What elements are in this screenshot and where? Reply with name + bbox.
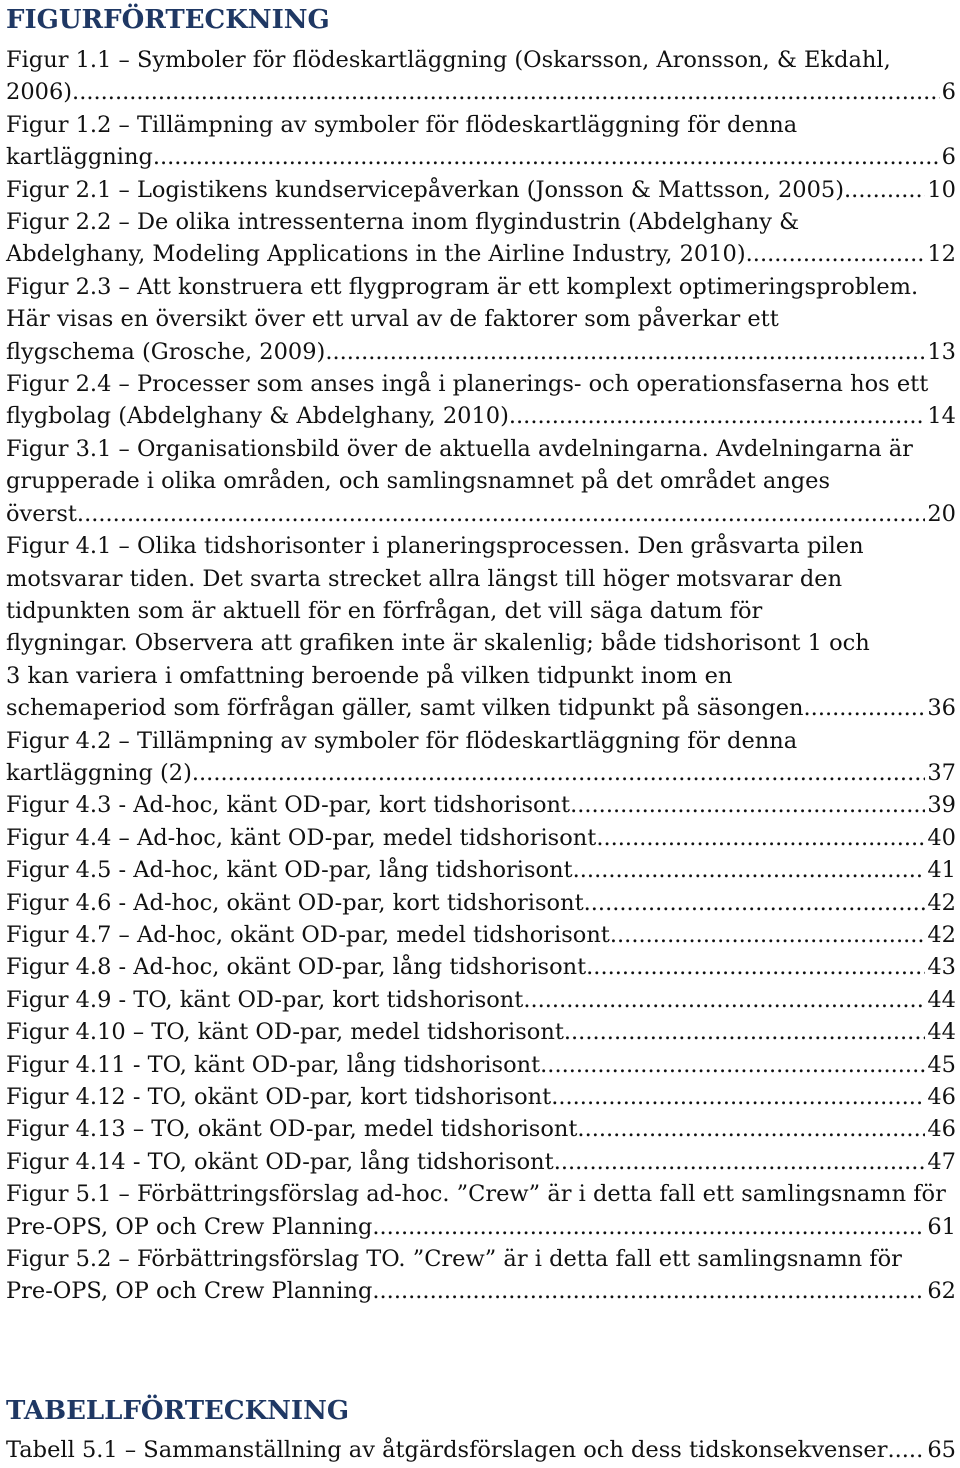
page-number: 46 bbox=[927, 1116, 956, 1143]
figure-entry[interactable] bbox=[6, 44, 956, 109]
figure-entry[interactable] bbox=[6, 433, 956, 530]
dot-leader bbox=[746, 238, 926, 270]
dot-leader bbox=[554, 1146, 926, 1178]
entry-text-line: Abdelghany, Modeling Applications in the Airline Industry, 2010) bbox=[6, 241, 746, 268]
entry-text-line: Figur 4.1 – Olika tidshorisonter i planeringsprocessen. Den gråsvarta pilen bbox=[6, 533, 864, 560]
figure-entry[interactable] bbox=[6, 919, 956, 951]
figures-heading: FIGURFÖRTECKNING bbox=[6, 5, 330, 35]
entry-text-line: Figur 4.13 – TO, okänt OD-par, medel tidshorisont bbox=[6, 1116, 578, 1143]
figure-entry[interactable] bbox=[6, 206, 956, 271]
entry-text-line: Figur 2.1 – Logistikens kundservicepåverkan (Jonsson & Mattsson, 2005) bbox=[6, 176, 845, 203]
dot-leader bbox=[586, 951, 925, 983]
page-number: 42 bbox=[927, 921, 956, 948]
page-number: 12 bbox=[927, 241, 956, 268]
dot-leader bbox=[811, 692, 926, 724]
entry-text-line: Figur 3.1 – Organisationsbild över de aktuella avdelningarna. Avdelningarna är bbox=[6, 435, 913, 462]
dot-leader bbox=[84, 498, 925, 530]
dot-leader bbox=[577, 1113, 925, 1145]
figure-entry[interactable] bbox=[6, 1113, 956, 1145]
page-number: 40 bbox=[927, 824, 956, 851]
dot-leader bbox=[325, 336, 925, 368]
page-number: 6 bbox=[941, 144, 956, 171]
figure-entry[interactable] bbox=[6, 1081, 956, 1113]
dot-leader bbox=[564, 1016, 925, 1048]
dot-leader bbox=[887, 1434, 925, 1466]
entry-text-line: Figur 4.9 - TO, känt OD-par, kort tidshorisont bbox=[6, 986, 524, 1013]
figure-entry[interactable] bbox=[6, 174, 956, 206]
entry-text-line: flygschema (Grosche, 2009) bbox=[6, 338, 326, 365]
entry-text-line: Figur 4.12 - TO, okänt OD-par, kort tidshorisont bbox=[6, 1084, 552, 1110]
page-number: 20 bbox=[927, 500, 956, 527]
dot-leader bbox=[509, 400, 926, 432]
figure-entry[interactable] bbox=[6, 1146, 956, 1178]
entry-text-line: Figur 4.3 - Ad-hoc, känt OD-par, kort tidshorisont bbox=[6, 792, 571, 819]
dot-leader bbox=[584, 887, 926, 919]
dot-leader bbox=[551, 1081, 925, 1113]
tables-list bbox=[6, 1434, 956, 1466]
entry-text-line: motsvarar tiden. Det svarta strecket allra längst till höger motsvarar den bbox=[6, 565, 843, 592]
figure-entry[interactable] bbox=[6, 271, 956, 368]
figure-entry[interactable] bbox=[6, 822, 956, 854]
entry-text-line: Figur 4.11 - TO, känt OD-par, lång tidshorisont bbox=[6, 1051, 541, 1078]
figure-entry[interactable] bbox=[6, 368, 956, 433]
entry-text-line: Figur 4.14 - TO, okänt OD-par, lång tidshorisont bbox=[6, 1148, 554, 1175]
entry-text-line: överst. bbox=[6, 500, 85, 527]
page-number: 14 bbox=[927, 403, 956, 430]
table-entry[interactable] bbox=[6, 1434, 956, 1466]
entry-text-line: Figur 2.3 – Att konstruera ett flygprogram är ett komplext optimeringsproblem. bbox=[6, 273, 919, 300]
figure-entry[interactable] bbox=[6, 984, 956, 1016]
page-number: 42 bbox=[927, 889, 956, 916]
dot-leader bbox=[596, 822, 925, 854]
entry-text-line: Figur 4.4 – Ad-hoc, känt OD-par, medel tidshorisont bbox=[6, 824, 597, 851]
figures-list bbox=[6, 44, 956, 1308]
entry-text-line: grupperade i olika områden, och samlingsnamnet på det området anges bbox=[6, 468, 831, 495]
page-number: 45 bbox=[927, 1051, 956, 1078]
page-number: 36 bbox=[927, 695, 956, 722]
dot-leader bbox=[160, 141, 940, 173]
entry-text-line: schemaperiod som förfrågan gäller, samt vilken tidpunkt på säsongen. bbox=[6, 695, 811, 722]
entry-text-line: Figur 2.4 – Processer som anses ingå i planerings- och operationsfaserna hos ett bbox=[6, 371, 929, 398]
dot-leader bbox=[192, 757, 925, 789]
entry-text-line: Figur 4.10 – TO, känt OD-par, medel tidshorisont bbox=[6, 1019, 564, 1046]
page-number: 13 bbox=[927, 338, 956, 365]
entry-text-line: Figur 5.1 – Förbättringsförslag ad-hoc. ”Crew” är i detta fall ett samlingsnamn för bbox=[6, 1181, 946, 1208]
page-number: 44 bbox=[927, 986, 956, 1013]
page-number: 37 bbox=[927, 759, 956, 786]
entry-text-line: tidpunkten som är aktuell för en förfrågan, det vill säga datum för bbox=[6, 597, 763, 624]
page-number: 10 bbox=[927, 176, 956, 203]
dot-leader bbox=[72, 76, 940, 108]
entry-text-line: Här visas en översikt över ett urval av de faktorer som påverkar ett bbox=[6, 306, 779, 333]
page-number: 44 bbox=[927, 1019, 956, 1046]
figure-entry[interactable] bbox=[6, 1049, 956, 1081]
dot-leader bbox=[540, 1049, 925, 1081]
entry-text-line: Figur 5.2 – Förbättringsförslag TO. ”Crew” är i detta fall ett samlingsnamn för bbox=[6, 1246, 902, 1273]
figure-entry[interactable] bbox=[6, 1178, 956, 1243]
entry-text-line: 2006) bbox=[6, 79, 73, 106]
tables-heading: TABELLFÖRTECKNING bbox=[6, 1396, 350, 1426]
dot-leader bbox=[573, 854, 926, 886]
figure-entry[interactable] bbox=[6, 725, 956, 790]
page-number: 65 bbox=[927, 1437, 956, 1463]
figure-entry[interactable] bbox=[6, 1243, 956, 1308]
entry-text-line: Tabell 5.1 – Sammanställning av åtgärdsförslagen och dess tidskonsekvenser bbox=[6, 1437, 888, 1463]
dot-leader bbox=[844, 174, 925, 206]
entry-text-line: flygbolag (Abdelghany & Abdelghany, 2010) bbox=[6, 403, 509, 430]
entry-text-line: Figur 1.2 – Tillämpning av symboler för flödeskartläggning för denna bbox=[6, 111, 798, 138]
figure-entry[interactable] bbox=[6, 951, 956, 983]
entry-text-line: Figur 4.6 - Ad-hoc, okänt OD-par, kort tidshorisont bbox=[6, 889, 584, 916]
entry-text-line: Pre-OPS, OP och Crew Planning. bbox=[6, 1278, 380, 1305]
dot-leader bbox=[610, 919, 926, 951]
entry-text-line: Figur 2.2 – De olika intressenterna inom flygindustrin (Abdelghany & bbox=[6, 209, 800, 236]
entry-text-line: Figur 4.5 - Ad-hoc, känt OD-par, lång tidshorisont bbox=[6, 857, 573, 884]
page-number: 46 bbox=[927, 1084, 956, 1110]
entry-text-line: kartläggning. bbox=[6, 144, 160, 171]
figure-entry[interactable] bbox=[6, 109, 956, 174]
page-number: 47 bbox=[927, 1148, 956, 1175]
page-number: 43 bbox=[927, 954, 956, 981]
entry-text-line: 3 kan variera i omfattning beroende på vilken tidpunkt inom en bbox=[6, 662, 733, 689]
page-number: 39 bbox=[927, 792, 956, 819]
dot-leader bbox=[380, 1211, 926, 1243]
entry-text-line: Figur 1.1 – Symboler för flödeskartläggning (Oskarsson, Aronsson, & Ekdahl, bbox=[6, 47, 891, 73]
dot-leader bbox=[570, 789, 925, 821]
entry-text-line: kartläggning (2) bbox=[6, 759, 192, 786]
figure-entry[interactable] bbox=[6, 887, 956, 919]
figure-entry[interactable] bbox=[6, 789, 956, 821]
dot-leader bbox=[380, 1275, 926, 1307]
page-number: 41 bbox=[927, 857, 956, 884]
figure-entry[interactable] bbox=[6, 530, 956, 724]
page-number: 61 bbox=[927, 1213, 956, 1240]
page-number: 62 bbox=[927, 1278, 956, 1305]
entry-text-line: Pre-OPS, OP och Crew Planning. bbox=[6, 1213, 380, 1240]
page-number: 6 bbox=[941, 79, 956, 106]
entry-text-line: Figur 4.2 – Tillämpning av symboler för flödeskartläggning för denna bbox=[6, 727, 798, 754]
entry-text-line: flygningar. Observera att grafiken inte är skalenlig; både tidshorisont 1 och bbox=[6, 630, 870, 657]
entry-text-line: Figur 4.8 - Ad-hoc, okänt OD-par, lång tidshorisont bbox=[6, 954, 587, 981]
dot-leader bbox=[523, 984, 925, 1016]
entry-text-line: Figur 4.7 – Ad-hoc, okänt OD-par, medel tidshorisont bbox=[6, 921, 610, 948]
figure-entry[interactable] bbox=[6, 854, 956, 886]
figure-entry[interactable] bbox=[6, 1016, 956, 1048]
